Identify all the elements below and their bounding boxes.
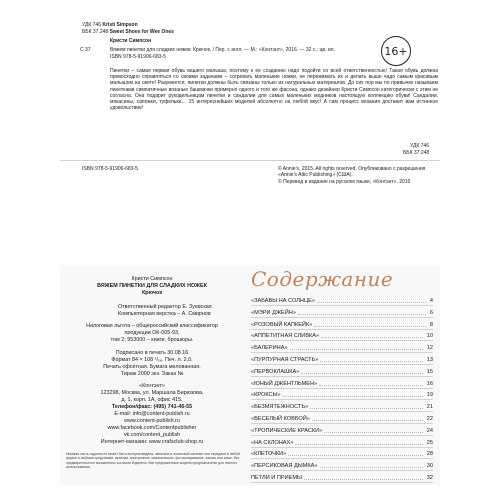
toc-item-page: 32 [426,475,433,481]
toc-item [251,341,433,351]
toc-item-page: 19 [426,392,433,399]
toc-item-page: 15 [426,368,433,375]
toc-item [251,306,433,316]
toc-leader [324,432,423,433]
legal-notice: Никакая часть издания не может быть воспроизведена, записана в поисковой системе или передана в любой форме и любыми средствами, включая электронные, механические, фотокопирование, запись или иные, без предварительного письменного согласия Издателя. Все предложенные модели предназначены для личного использования. [66,452,240,470]
toc-item [251,436,433,446]
toc-item [251,377,433,387]
toc-item-page: 8 [429,321,433,328]
toc-item-page: 4 [429,298,433,304]
toc-item-page: 28 [426,451,433,458]
toc-leader [290,349,423,350]
toc-item-title: «КЛЕТОЧКИ» [251,451,287,458]
colophon-author: Кристи Симпсон [131,276,173,282]
tax-line-3: том 2; 953000 – книги, брошюры. [110,337,194,343]
publisher-phone: Телефон/факс: (495) 741-46-55 [111,404,193,410]
publisher-shop: Интернет-магазин: www.crafsclub-shop.ru [100,439,204,445]
toc-leader [295,444,422,445]
udk-right: УДК 746 [410,143,429,149]
toc-leader [319,385,423,386]
copyright-2: © Перевод и издание на русском языке, «Контэнт», 2016 [278,179,411,185]
toc-leader [314,326,426,327]
toc-item [251,412,433,422]
toc-leader [288,455,422,456]
layout-line: Компьютерная верстка – А. Смирнов [118,311,211,317]
bbk-line [82,29,174,35]
toc-item-page: 30 [426,463,433,470]
age-rating-badge [381,36,411,66]
toc-title: Содержание [251,267,394,291]
print-line-3: Печать офсетная. Бумага мелованная. [103,364,201,370]
toc-item-title: «МЭРИ ДЖЕЙН» [251,309,296,316]
toc-leader [320,467,423,468]
toc-leader [321,337,423,338]
toc-separator [251,482,433,483]
bbk-code: ББК 37.248 [82,29,109,35]
toc-item [251,353,433,363]
toc-leader [283,396,423,397]
toc-item [251,400,433,410]
toc-leader [304,479,423,480]
toc-item-title: «БАЛЕРИНА» [251,345,288,352]
tax-line-2: продукции ОК-005-93, [124,330,180,336]
editor-line: Ответственный редактор Е. Зуевская [118,304,212,310]
publisher-vk: vk.com/content_publish [123,432,181,438]
toc-item-title: «КРОКСЫ» [251,392,281,399]
publisher-facebook: www.facebook.com/Contentpublisher [107,425,197,431]
toc-item [251,329,433,339]
colophon-subtitle: Крючок [141,290,163,296]
publisher-address-2: д. 1, корп. 1А, офис 415. [121,397,183,403]
toc-item [251,424,433,434]
bbk-title: Sweet Shoes for Wee Ones [109,29,174,35]
toc-item-page: 10 [426,333,433,340]
publisher-site: www.content-publish.ru [124,418,180,424]
toc-leader [298,314,426,315]
print-line-4: Тираж 2000 экз. Заказ № [120,371,184,377]
publisher-email: E-mail: info@content-publish.ru [114,411,190,417]
udk-line [82,22,138,28]
toc-item-page: 12 [426,345,433,352]
toc-item-page: 22 [426,416,433,422]
toc-item [251,459,433,469]
toc-item-title: «БЕЗМЯТЕЖНОСТЬ» [251,404,309,411]
udk-author: Kristi Simpson [102,22,138,28]
isbn: ISBN 978-5-91906-683-5 [110,54,166,60]
toc-item [251,318,433,328]
toc-item-page: 6 [429,309,433,316]
author-ru: Кристи Симпсон [110,38,152,44]
toc-item-page: 16 [426,380,433,387]
toc-item-title: «ЗАБАВЫ НА СОЛНЦЕ» [251,298,315,304]
toc-leader [312,420,423,421]
toc-item-page: 21 [426,404,433,411]
divider [60,160,440,161]
toc-item-title: «ВЕСЕЛЫЙ КОВБОЙ» [251,416,310,422]
colophon-title: ВЯЖЕМ ПИНЕТКИ ДЛЯ СЛАДКИХ НОЖЕК [97,283,207,289]
bbk-right: ББК 37.248 [403,150,430,156]
toc-item-title: «ЮНЫЙ ДЖЕНТЛЬМЕН» [251,380,318,387]
print-line-1: Подписано в печать 30.08.16 [115,350,189,356]
toc-leader [320,361,422,362]
copyright-1: © Annie's, 2015. All rights reserved. Опубликовано с разрешения «Annie's Attic Publishing» (США). [278,166,426,179]
toc-item [251,471,433,481]
toc-item-title: ПЕТЛИ И ПРИЕМЫ [251,475,302,481]
isbn-bottom: ISBN 978-5-91906-683-5 [82,166,138,172]
toc-item [251,294,433,304]
toc-item-page: 25 [426,439,433,446]
toc-item-page: 13 [426,357,433,363]
biblio-record: Вяжем пинетки для сладких ножек: Крючок. / Пер. с англ. — М.: «Контэнт», 2016. — 32 с.: цв. ил. [110,47,335,53]
print-line-2: Формат 84 × 108 ¹/₁₆. Печ. л. 2,0. [111,357,193,363]
age-rating-text: 16+ [384,44,408,58]
catalog-code: С 37 [80,47,91,53]
toc-item-title: «НА СКЛОНАХ» [251,439,294,446]
toc-leader [317,302,426,303]
toc-item-title: «ПЕРВОКЛАШКА» [251,368,300,375]
toc-item-title: «ПУРПУРНАЯ СТРАСТЬ» [251,357,319,363]
toc-item-title: «ПЕРСИКОВАЯ ДЫМКА» [251,463,318,470]
toc-item-page: 24 [426,427,433,434]
toc-item-title: «РОЗОВЫЙ КАПКЕЙК» [251,321,313,328]
toc-item [251,365,433,375]
tax-line-1: Налоговая льгота – общероссийский классификатор [86,323,218,329]
toc-item [251,388,433,398]
publisher-name: «Контэнт» [139,383,165,389]
toc-item-title: «ТРОПИЧЕСКИЕ КРАСКИ» [251,427,323,434]
toc-item-title: «АППЕТИТНАЯ СЛИВКА» [251,333,320,340]
udk-code: УДК 746 [82,22,101,28]
toc-leader [301,373,422,374]
publisher-address-1: 123298, Москва, ул. Маршала Бирюзова, [100,390,204,396]
toc-leader [310,408,423,409]
toc-item [251,447,433,457]
book-abstract: Пинетки – самая первая обувь вашего малыша, поэтому к ее созданию надо подойти со всей ответственностью! Такая обувь должна превосходно справляться со своими задачами – согревать маленькие ножки, не пережимать их и делать выше чадо самым красивым малышом на свете! Разумеется, пинетки должны быть связаны только из натуральных материалов. До сих пор мы по привычке называем пинетками симпатичные вязаные башмачки примерно одного и того же фасона, однако дизайнер Кристи Симпсон категорически с этим не согласна. Она подарит рукодельницам пинетки и сандалии для самых маленьких модников настоящую коллекцию обуви! Сандалии, мокасины, сапожки, туфельки… 15 интереснейших моделей абсолютно на любой вкус! А сам процесс вязания доставит вам истинное удовольствие! [110,68,438,112]
